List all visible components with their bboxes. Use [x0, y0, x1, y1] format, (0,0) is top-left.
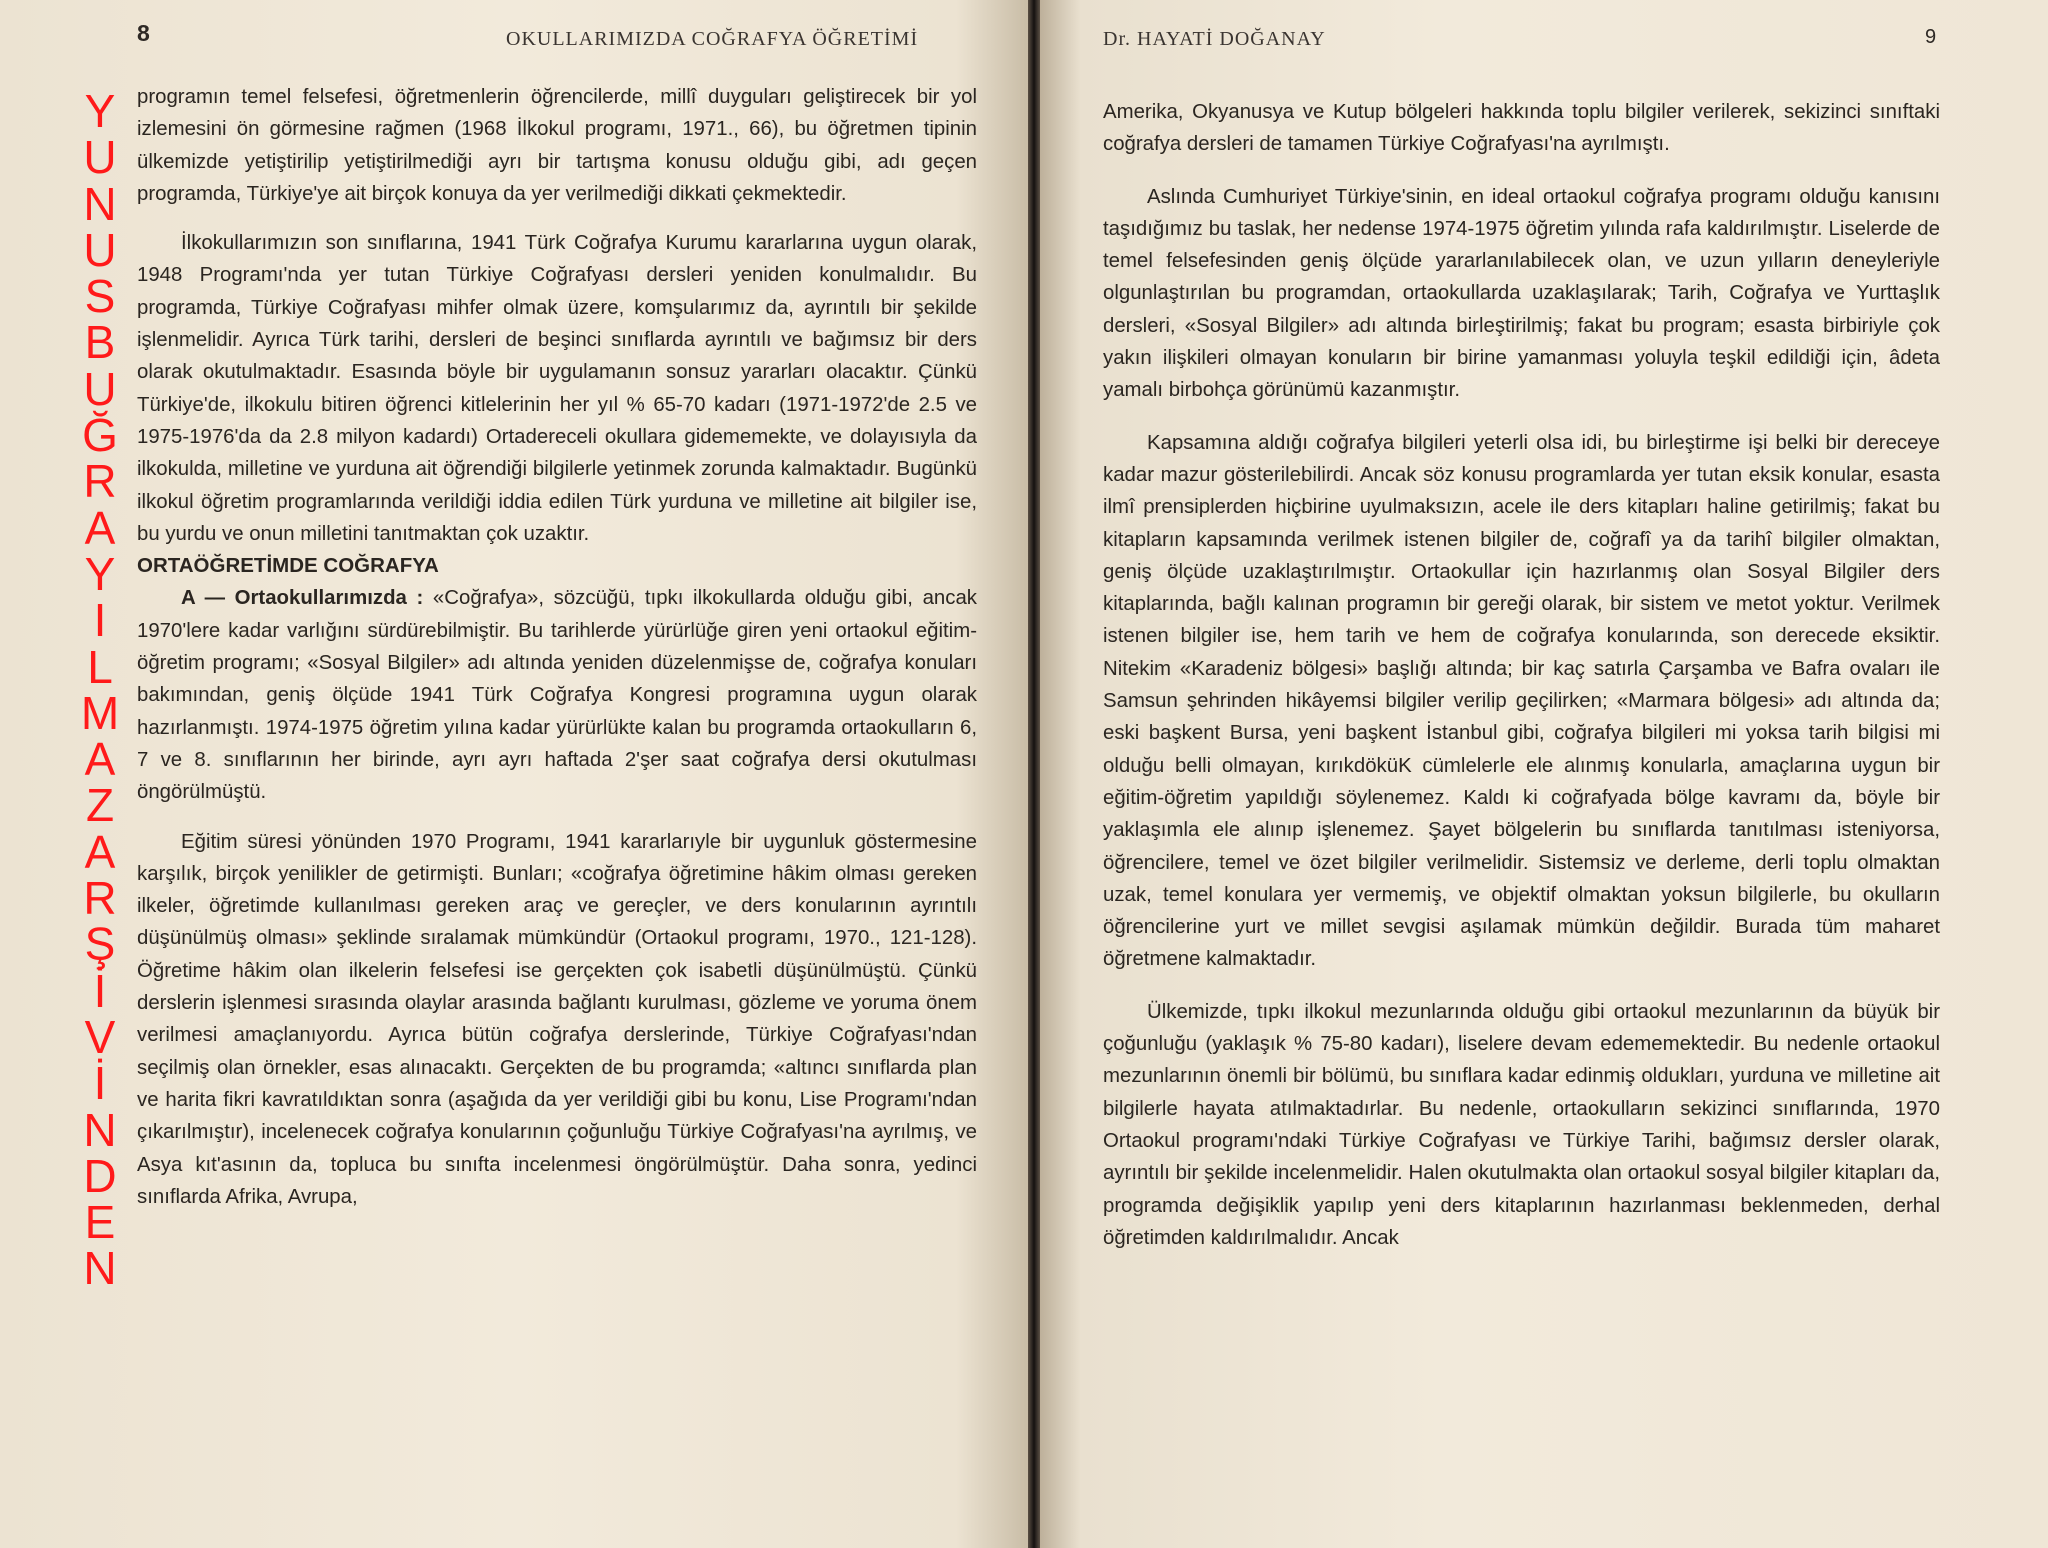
watermark-letter: Z: [85, 779, 115, 832]
watermark-letter: Ğ: [82, 409, 118, 462]
subsection-lead: A — Ortaokullarımızda :: [181, 587, 424, 610]
watermark-letter: E: [84, 1196, 116, 1249]
watermark-letter: B: [84, 316, 116, 369]
paragraph: Kapsamına aldığı coğrafya bilgileri yeterli olsa idi, bu birleştirme işi belki bir dereceye kadar mazur gösterilebilirdi. Ancak söz konusu programlarda yer tutan eksik konular, esasta ilmî prensiplerden hiçbirine uyulmaksızın, acele ile ders kitapları haline getirilmiş; fakat bu kitapların kapsamında verilmek istenen bilgiler de, coğrafî ya da tarihî bilgiler olmaktan, geniş ölçüde uzaklaştırılmıştır. Ortaokullar için hazırlanmış olan Sosyal Bilgiler ders kitaplarında, bağlı kalınan programın bir gereği olarak, bir sistem ve metot yoktur. Verilmek istenen bilgiler ise, hem tarih ve hem de coğrafya konularında, son derecede eksiktir. Nitekim «Karadeniz bölgesi» başlığı altında; bir kaç satırla Çarşamba ve Bafra ovaları ile Samsun şehrinden hikâyemsi bilgiler verilip geçilirken; «Marmara bölgesi» adı altında da; eski başkent Bursa, yeni başkent İstanbul gibi, coğrafya bilgileri mi yoksa tarih bilgisi mi olduğu belli olmayan, kırıkdöküK cümlelerle ele alınmış konularla, amaçlarına uygun bir eğitim-öğretim yapıldığı söylenemez. Kaldı ki coğrafyada bölge kavramı da, böyle bir yaklaşımla ele alınıp işlenemez. Şayet bölgelerin bu sınıflarda tanıtılması isteniyorsa, öğrencilere, temel ve özet bilgiler verilmelidir. Sistemsiz ve derleme, derli toplu olmaktan uzak, temel konulara yer vermemiş, ve objektif olmaktan yoksun bilgilerle, bu okulların öğrencilerine yurt ve millet sevgisi aşılamak mümkün değildir. Burada tüm maharet öğretmene kalmaktadır.: [1103, 431, 1940, 971]
watermark-letter: A: [84, 733, 116, 786]
watermark-letter: U: [83, 223, 117, 276]
running-title: Dr. HAYATİ DOĞANAY: [1103, 28, 1326, 50]
watermark-letter: N: [83, 1103, 117, 1156]
page-number: 9: [1925, 26, 1937, 48]
right-body-text: [1103, 96, 1940, 1254]
watermark-letter: V: [84, 1010, 116, 1063]
right-page: [1040, 0, 2048, 1548]
watermark-letter: U: [83, 362, 117, 415]
watermark-letter: S: [84, 270, 116, 323]
book-gutter: [1028, 0, 1040, 1548]
watermark-letter: N: [83, 177, 117, 230]
left-body-text: [137, 81, 977, 1213]
watermark-letter: A: [84, 825, 116, 878]
watermark-letter: A: [84, 501, 116, 554]
paragraph: Ülkemizde, tıpkı ilkokul mezunlarında olduğu gibi ortaokul mezunlarının da büyük bir çoğunluğu (yaklaşık % 75-80 kadarı), liselere devam edememektedir. Bu nedenle ortaokul mezunlarının önemli bir bölümü, bu sınıflara kadar edinmiş oldukları, yurduna ve milletine ait bilgilerle hayata atılmaktadırlar. Bu nedenle, ortaokulların sekizinci sınıflarında, 1970 Ortaokul programı'ndaki Türkiye Coğrafyası ve Türkiye Tarihi, bağımsız dersler olarak, ayrıntılı bir şekilde incelenmelidir. Halen okutulmakta olan ortaokul sosyal bilgiler kitapları da, programda değişiklik yapılıp yeni ders kitaplarının hazırlanması beklenmeden, derhal öğretimden kaldırılmalıdır. Ancak: [1103, 1000, 1940, 1249]
paragraph: Eğitim süresi yönünden 1970 Programı, 1941 kararlarıyle bir uygunluk göstermesine karşılık, birçok yenilikler de getirmişti. Bunları; «coğrafya öğretimine hâkim olması gereken ilkeler, öğretimde kullanılması gereken araç ve gereçler, ve ders konularının ayrıntılı düşünülmüş olması» şeklinde sıralamak mümkündür (Ortaokul programı, 1970., 121-128). Öğretime hâkim olan ilkelerin felsefesi ise gerçekten çok isabetli düşünülmüştü. Çünkü derslerin işlenmesi sırasında olaylar arasında bağlantı kurulması, gözleme ve yoruma önem verilmesi amaçlanıyordu. Ayrıca bütün coğrafya derslerinde, Türkiye Coğrafyası'ndan seçilmiş olan örnekler, esas alınacaktı. Gerçekten de bu programda; «altıncı sınıflarda plan ve harita fikri kavratıldıktan sonra (aşağıda da yer verildiği gibi bu konu, Lise Programı'ndan çıkarılmıştır), incelenecek coğrafya konularının çoğunluğu Türkiye Coğrafyası'na ayrılmış, ve Asya kıt'asının da, topluca bu sınıfta incelenmesi öngörülmüştür. Daha sonra, yedinci sınıflarda Afrika, Avrupa,: [137, 830, 977, 1208]
watermark-letter: R: [83, 455, 117, 508]
watermark-letter: İ: [93, 1057, 107, 1110]
page-number: 8: [137, 20, 150, 46]
watermark-letter: Ş: [84, 918, 116, 971]
watermark-letter: R: [83, 872, 117, 925]
paragraph: İlkokullarımızın son sınıflarına, 1941 Türk Coğrafya Kurumu kararlarına uygun olarak, 1948 Programı'nda yer tutan Türkiye Coğrafyası dersleri yeniden konulmalıdır. Bu programda, Türkiye Coğrafyası mihfer olmak üzere, komşularımız da, ayrıntılı bir şekilde işlenmelidir. Ayrıca Türk tarihi, dersleri de beşinci sınıflarda ayrıntılı ve bağımsız bir ders olarak okutulmaktadır. Esasında böyle bir uygulamanın sonsuz yararları olacaktır. Çünkü Türkiye'de, ilkokulu bitiren öğrenci kitlelerinin her yıl % 65-70 kadarı (1971-1972'de 2.5 ve 1975-1976'da da 2.8 milyon kadardı) Ortadereceli okullara gidememekte, ve dolayısıyla da ilkokulda, milletine ve yurduna ait öğrendiği bilgilerle yetinmek zorunda kalmaktadır. Bugünkü ilkokul öğretim programlarında verildiği iddia edilen Türk yurduna ve milletine ait bilgiler ise, bu yurdu ve onun milletini tanıtmaktan çok uzaktır.: [137, 232, 977, 545]
watermark-letter: U: [83, 131, 117, 184]
paragraph: programın temel felsefesi, öğretmenlerin öğrencilerde, millî duyguları geliştirecek bir yol izlemesini ön görmesine rağmen (1968 İlkokul programı, 1971., 66), bu öğretmen tipinin ülkemizde yetiştirilip yetiştirilmediği ayrı bir tartışma konusu olduğu gibi, adı geçen programda, Türkiye'ye ait birçok konuya da yer verilmediği dikkati çekmektedir.: [137, 86, 977, 205]
watermark-letter: D: [83, 1149, 117, 1202]
section-heading: ORTAÖĞRETİMDE COĞRAFYA: [137, 554, 439, 578]
watermark-letter: Y: [84, 547, 116, 600]
paragraph: [137, 582, 977, 808]
paragraph: Amerika, Okyanusya ve Kutup bölgeleri hakkında toplu bilgiler verilerek, sekizinci sınıftaki coğrafya dersleri de tamamen Türkiye Coğrafyası'na ayrılmıştı.: [1103, 101, 1940, 156]
watermark-letter: L: [87, 640, 113, 693]
watermark-letter: N: [83, 1242, 117, 1295]
watermark-stamp: [78, 85, 122, 1295]
running-title: OKULLARIMIZDA COĞRAFYA ÖĞRETİMİ: [506, 28, 919, 50]
watermark-letter: M: [80, 686, 120, 739]
watermark-letter: İ: [93, 964, 107, 1017]
paragraph: Aslında Cumhuriyet Türkiye'sinin, en ideal ortaokul coğrafya programı olduğu kanısını taşıdığımız bu taslak, her nedense 1974-1975 öğretim yılında rafa kaldırılmıştır. Liselerde de temel felsefesinden geniş ölçüde yararlanılabilecek olan, ve uzun yılların deneyleriyle olgunlaştırılan bu programdan, ortaokullarda uzaklaşılarak; Tarih, Coğrafya ve Yurttaşlık dersleri, «Sosyal Bilgiler» adı altında birleştirilmiş; fakat bu program; esasta birbiriyle çok yakın ilişkileri olmayan konuların bir birine yamanması yoluyla teşkil edildiği için, âdeta yamalı birbohça görünümü kazanmıştır.: [1103, 185, 1940, 402]
watermark-letter: I: [93, 594, 107, 647]
watermark-letter: Y: [84, 85, 116, 137]
paragraph-text: «Coğrafya», sözcüğü, tıpkı ilkokullarda olduğu gibi, ancak 1970'lere kadar varlığını sürdürebilmiştir. Bu tarihlerde yürürlüğe giren yeni ortaokul eğitim-öğretim programı; «Sosyal Bilgiler» adı altında yeniden düzelenmişse de, coğrafya konuları bakımından, geniş ölçüde 1941 Türk Coğrafya Kongresi programına uygun olarak hazırlanmıştı. 1974-1975 öğretim yılına kadar yürürlükte kalan bu programda ortaokulların 6, 7 ve 8. sınıflarının her birinde, ayrı ayrı haftada 2'şer saat coğrafya dersi okutulması öngörülmüştü.: [137, 587, 978, 804]
